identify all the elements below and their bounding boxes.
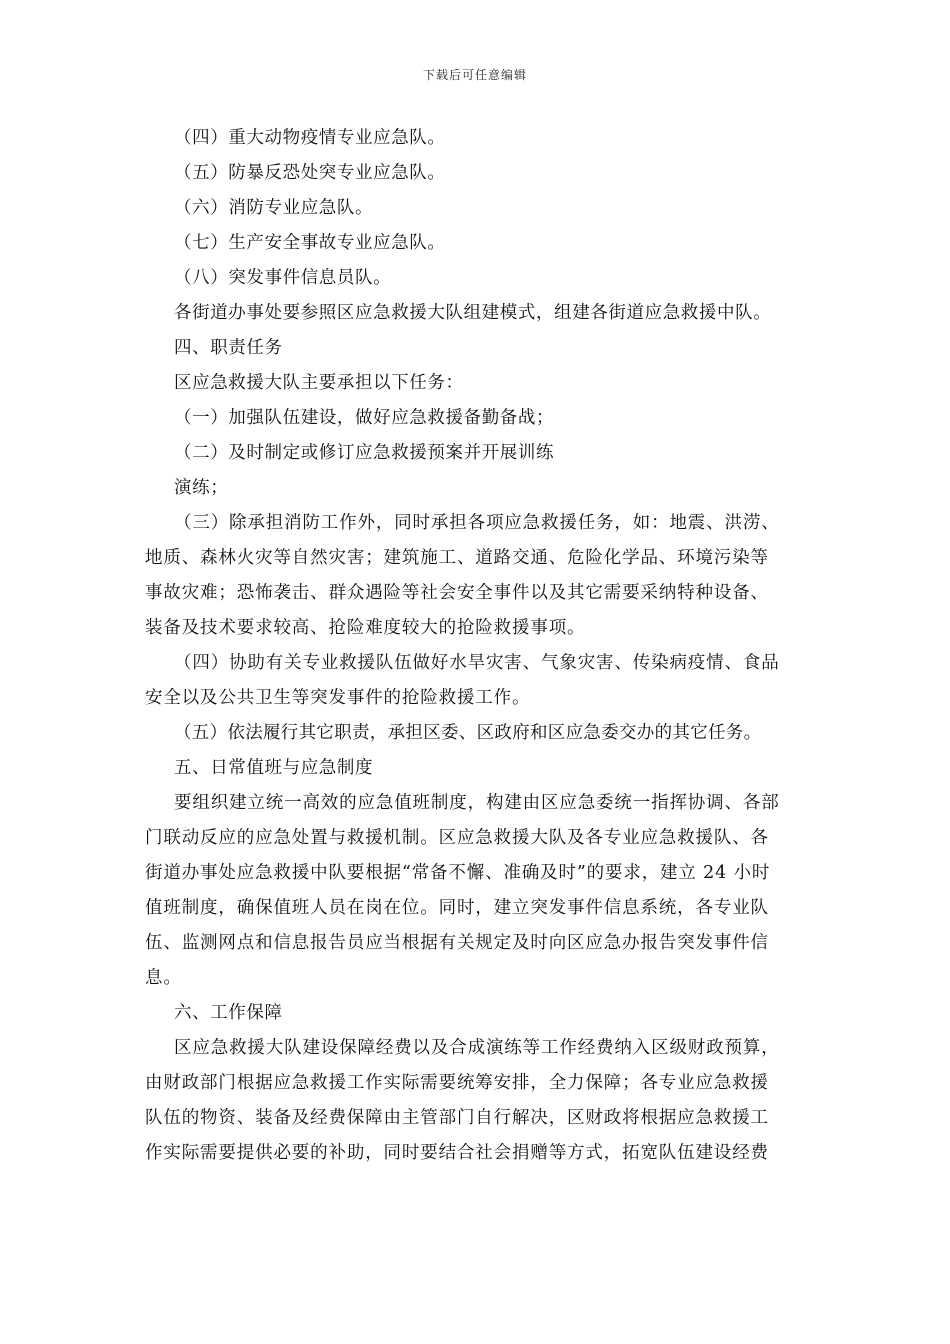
paragraph-line: 队伍的物资、装备及经费保障由主管部门自行解决，区财政将根据应急救援工: [145, 1108, 769, 1128]
paragraph-line: 事故灾难；恐怖袭击、群众遇险等社会安全事件以及其它需要采纳特种设备、: [145, 583, 769, 603]
section-heading: 四、职责任务: [174, 338, 283, 358]
section-heading: 五、日常值班与应急制度: [174, 758, 374, 778]
paragraph: [145, 786, 805, 996]
paragraph: [145, 646, 805, 716]
paragraph-line: 地质、森林火灾等自然灾害；建筑施工、道路交通、危险化学品、环境污染等: [145, 548, 769, 568]
list-item: （一）加强队伍建设，做好应急救援备勤备战；: [174, 408, 555, 428]
paragraph-line: 息。: [145, 968, 182, 988]
paragraph-text: （五）依法履行其它职责，承担区委、区政府和区应急委交办的其它任务。: [174, 723, 762, 743]
paragraph-line: 由财政部门根据应急救援工作实际需要统筹安排，全力保障；各专业应急救援: [145, 1073, 769, 1093]
paragraph-text: 各街道办事处要参照区应急救援大队组建模式，组建各街道应急救援中队。: [174, 303, 772, 323]
list-item: （五）防暴反恐处突专业应急队。: [174, 163, 446, 183]
document-body: [145, 121, 805, 1171]
section-heading: 六、工作保障: [174, 1003, 283, 1023]
paragraph-line: 伍、监测网点和信息报告员应当根据有关规定及时向区应急办报告突发事件信: [145, 933, 769, 953]
paragraph-line: （四）协助有关专业救援队伍做好水旱灾害、气象灾害、传染病疫情、食品: [174, 653, 780, 673]
paragraph-line: 区应急救援大队建设保障经费以及合成演练等工作经费纳入区级财政预算，: [174, 1038, 780, 1058]
paragraph-line: 装备及技术要求较高、抢险难度较大的抢险救援事项。: [145, 618, 586, 638]
page-header: 下载后可任意编辑: [422, 68, 527, 82]
list-item-continuation: 演练；: [174, 478, 229, 498]
list-item: （四）重大动物疫情专业应急队。: [174, 128, 446, 148]
paragraph-line: 街道办事处应急救援中队要根据“常备不懈、准确及时”的要求，建立 24 小时: [145, 863, 771, 883]
paragraph-text: 区应急救援大队主要承担以下任务：: [174, 373, 464, 393]
list-item: （二）及时制定或修订应急救援预案并开展训练: [174, 443, 555, 463]
paragraph-line: 值班制度，确保值班人员在岗在位。同时，建立突发事件信息系统，各专业队: [145, 898, 769, 918]
paragraph-line: （三）除承担消防工作外，同时承担各项应急救援任务，如：地震、洪涝、: [174, 513, 780, 533]
paragraph: [145, 506, 805, 646]
paragraph: [145, 1031, 805, 1171]
list-item: （八）突发事件信息员队。: [174, 268, 392, 288]
paragraph-line: 门联动反应的应急处置与救援机制。区应急救援大队及各专业应急救援队、各: [145, 828, 769, 848]
list-item: （六）消防专业应急队。: [174, 198, 374, 218]
paragraph-line: 要组织建立统一高效的应急值班制度，构建由区应急委统一指挥协调、各部: [174, 793, 780, 813]
paragraph-line: 安全以及公共卫生等突发事件的抢险救援工作。: [145, 688, 531, 708]
paragraph-line: 作实际需要提供必要的补助，同时要结合社会捐赠等方式，拓宽队伍建设经费: [145, 1143, 769, 1163]
list-item: （七）生产安全事故专业应急队。: [174, 233, 446, 253]
